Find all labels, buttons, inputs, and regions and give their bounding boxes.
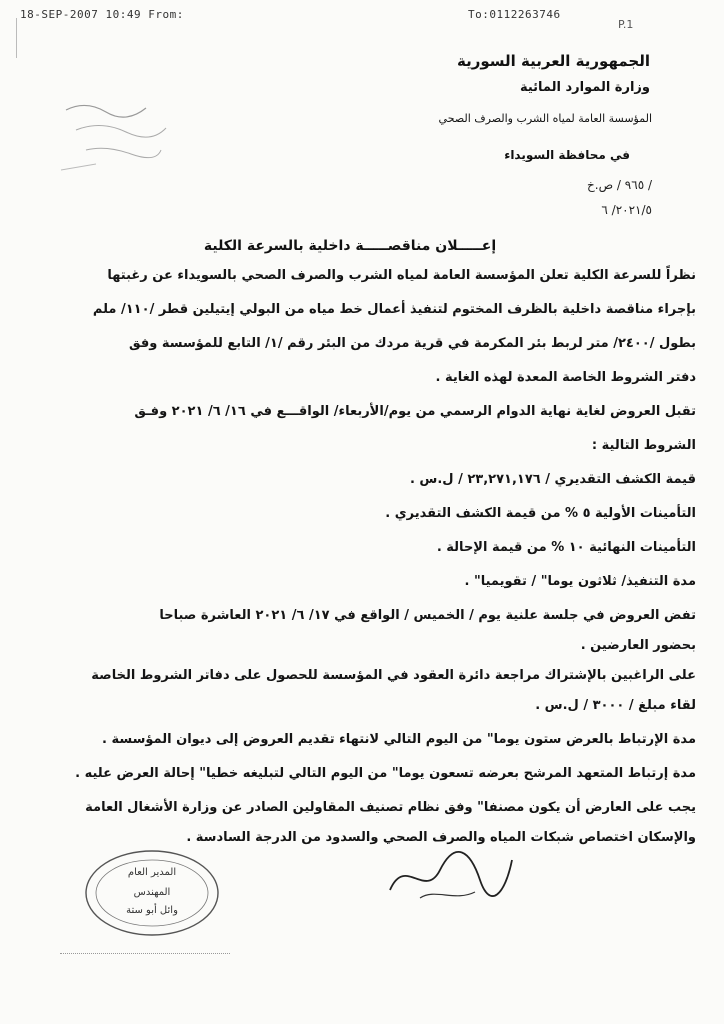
body-line: بطول /٢٤٠٠/ متر لربط بئر المكرمة في قرية مردك من البئر رقم /١/ التابع للمؤسسة وفق [129,336,696,351]
letterhead-governorate: في محافظة السويداء [504,148,630,162]
fax-header-left: 18-SEP-2007 10:49 From: [20,8,184,21]
handwritten-signature [380,840,520,910]
body-line: والإسكان اختصاص شبكات المياه والصرف الصحي والسدود من الدرجة السادسة . [186,830,696,845]
body-line: بحضور العارضين . [580,638,696,653]
footer-dotted-line [60,953,230,955]
stamp-text: المهندس [133,887,171,898]
announcement-title: إعـــــلان مناقصـــــة داخلية بالسرعة الكلية [203,238,497,254]
body-line: دفتر الشروط الخاصة المعدة لهذه الغاية . [435,370,696,385]
condition-opening: تفض العروض في جلسة علنية يوم / الخميس / الواقع في ١٧/ ٦/ ٢٠٢١ العاشرة صباحا [159,608,696,623]
condition-award-validity: مدة إرتباط المتعهد المرشح بعرضه تسعون يوما" من اليوم التالي لتبليغه خطيا" إحالة العرض عليه . [75,766,696,781]
condition-purchase: على الراغبين بالإشتراك مراجعة دائرة العقود في المؤسسة للحصول على دفاتر الشروط الخاصة [91,668,696,683]
page-number: P.1 [618,18,634,31]
body-line: بإجراء مناقصة داخلية بالظرف المختوم لتنفيذ أعمال خط مياه من البولي إيتيلين قطر /١١٠/ ملم [92,302,696,317]
reference-number: / ٩٦٥ / ص.خ [587,178,652,192]
condition-bid-validity: مدة الإرتباط بالعرض ستون يوما" من اليوم التالي لانتهاء تقديم العروض إلى ديوان المؤسسة . [102,732,696,747]
reference-date: ٢٠٢١/٥/ ٦ [601,203,652,217]
letterhead-republic: الجمهورية العربية السورية [457,52,650,70]
body-line: الشروط التالية : [591,438,696,453]
fax-header-right: To:0112263746 [468,8,561,21]
stamp-text: المدير العام [127,867,177,878]
body-line: تقبل العروض لغاية نهاية الدوام الرسمي من يوم/الأربعاء/ الواقـــع في ١٦/ ٦/ ٢٠٢١ وفـق [134,404,696,419]
body-line: نظراً للسرعة الكلية تعلن المؤسسة العامة لمياه الشرب والصرف الصحي بالسويداء عن رغبتها [107,268,696,283]
margin-line [16,18,17,58]
condition-estimate: قيمة الكشف التقديري / ٢٣,٢٧١,١٧٦ / ل.س . [409,472,696,487]
body-line: لقاء مبلغ / ٣٠٠٠ / ل.س . [535,698,696,713]
letterhead-ministry: وزارة الموارد المائية [519,80,650,95]
letterhead-establishment: المؤسسة العامة لمياه الشرب والصرف الصحي [438,112,652,125]
condition-duration: مدة التنفيذ/ ثلاثون يوما" / تقويميا" . [464,574,696,589]
stamp-text: وائل أبو ستة [126,905,178,916]
handwritten-margin-note [56,90,176,180]
condition-final-deposit: التأمينات النهائية ١٠ % من قيمة الإحالة . [436,540,696,555]
condition-classification: يجب على العارض أن يكون مصنفا" وفق نظام تصنيف المقاولين الصادر عن وزارة الأشغال العامة [85,800,696,815]
condition-initial-deposit: التأمينات الأولية ٥ % من قيمة الكشف التقديري . [385,506,696,521]
official-stamp [80,845,225,940]
